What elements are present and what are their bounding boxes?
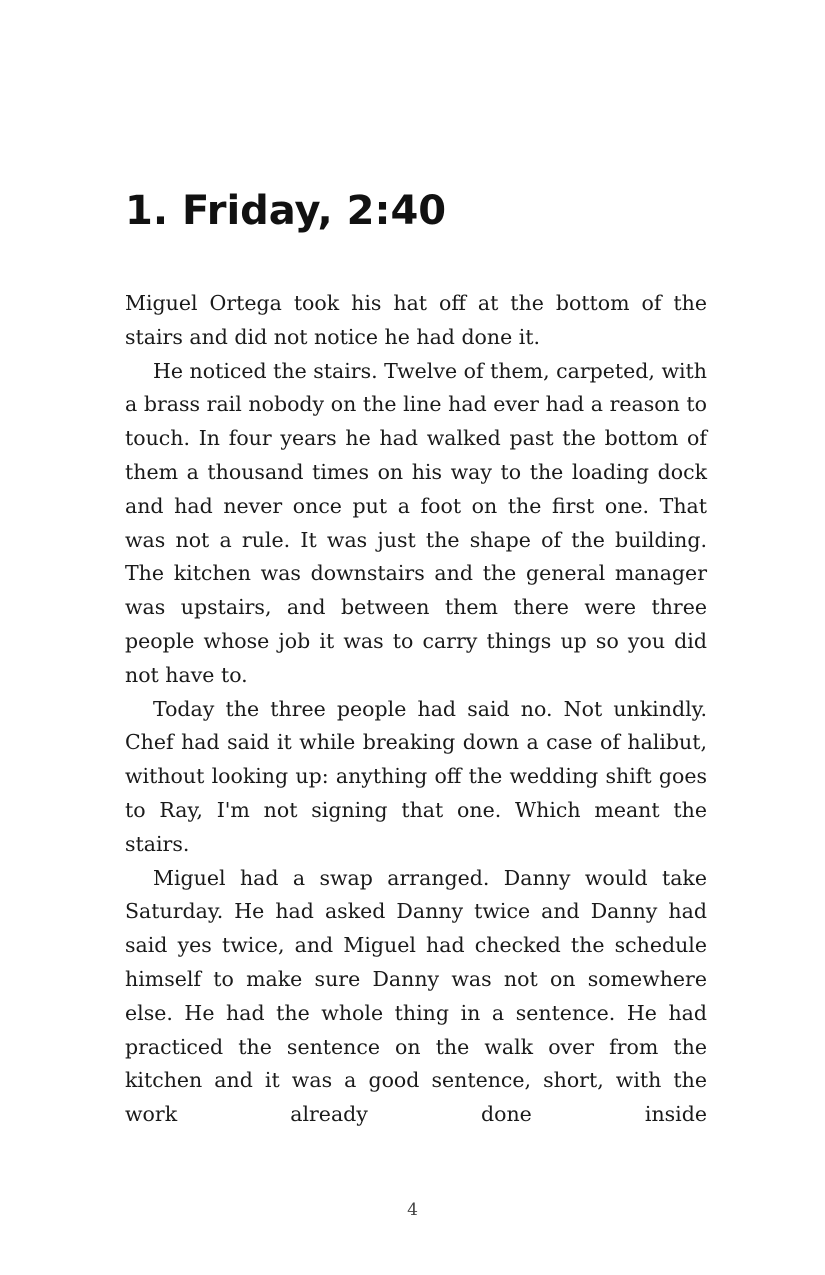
paragraph: Miguel Ortega took his hat off at the bottom of the stairs and did not notice he had done it. <box>125 291 707 349</box>
paragraph: Miguel had a swap arranged. Danny would take Saturday. He had asked Danny twice and Danny had said yes twice, and Miguel had checked the schedule himself to make sure Danny was not on somewhere else. He had the whole thing in a sentence. He had practiced the sentence on the walk over from the kitchen and it was a good sentence, short, with the work already done inside <box>125 865 707 1127</box>
paragraph: Today the three people had said no. Not unkindly. Chef had said it while breaking down a case of halibut, without looking up: anything off the wedding shift goes to Ray, I'm not signing that one. Which meant the stairs. <box>125 696 707 856</box>
page-number: 4 <box>407 1200 418 1220</box>
chapter-body <box>125 287 707 1132</box>
chapter-title: 1. Friday, 2:40 <box>125 188 447 234</box>
paragraph: He noticed the stairs. Twelve of them, carpeted, with a brass rail nobody on the line had ever had a reason to touch. In four years he had walked past the bottom of them a thousand times on his way to the loading dock and had never once put a foot on the first one. That was not a rule. It was just the shape of the building. The kitchen was downstairs and the general manager was upstairs, and between them there were three people whose job it was to carry things up so you did not have to. <box>125 358 707 687</box>
